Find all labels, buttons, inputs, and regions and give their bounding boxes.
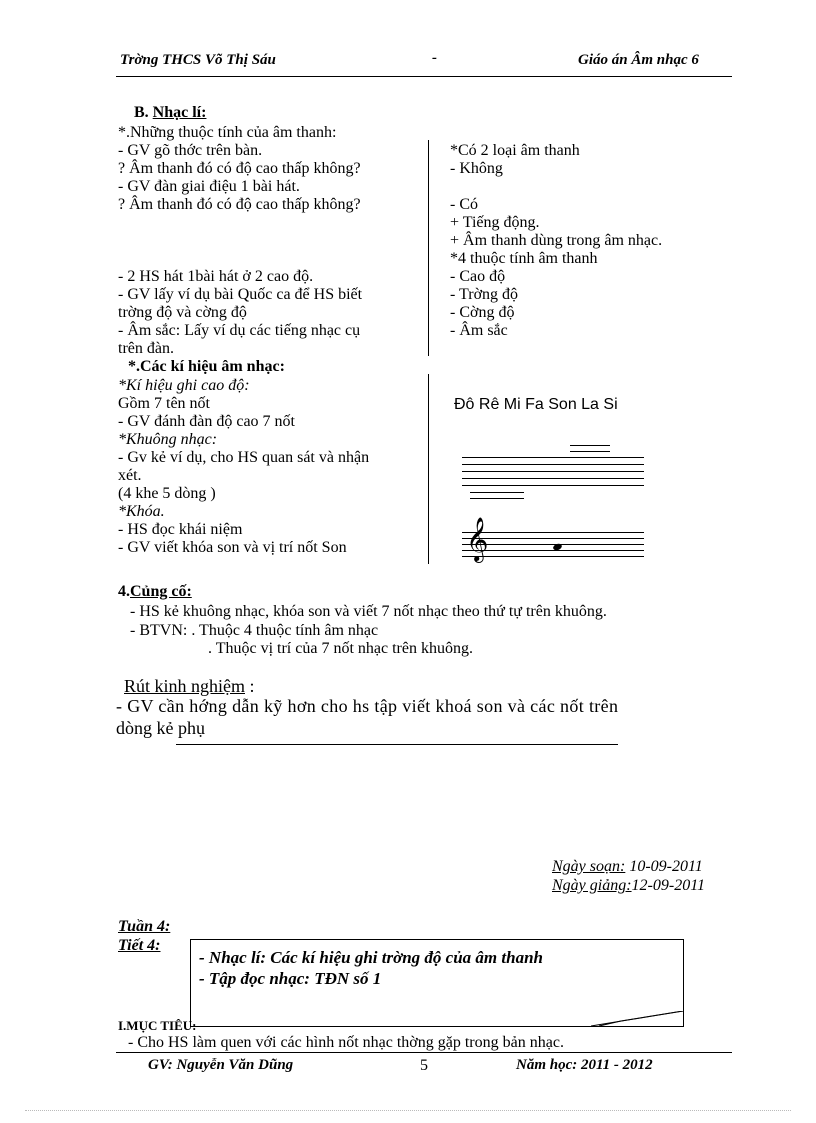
section-b-title: Nhạc lí:: [152, 104, 207, 121]
period-label: Tiết 4:: [118, 937, 161, 954]
pitch-item: Gồm 7 tên nốt: [118, 395, 210, 412]
left-line: - GV đàn giai điệu 1 bài hát.: [118, 178, 300, 195]
right-line: *Có 2 loại âm thanh: [450, 142, 580, 159]
footer-teacher: GV: Nguyễn Văn Dũng: [148, 1057, 294, 1073]
left-line: ? Âm thanh đó có độ cao thấp không?: [118, 160, 361, 177]
treble-clef-icon: 𝄞: [466, 517, 489, 561]
header-rule: [116, 76, 732, 77]
experience-title: Rút kinh nghiệm: [124, 676, 245, 696]
experience-colon: :: [249, 676, 255, 696]
objectives-heading: I.MỤC TIÊU:: [118, 1018, 197, 1033]
right-line: - Âm sắc: [450, 322, 508, 339]
pitch-item: - GV đánh đàn độ cao 7 nốt: [118, 413, 295, 430]
prep-date-value: 10-09-2011: [625, 858, 703, 875]
right-line: - Cao độ: [450, 268, 506, 285]
consolidation-item: - BTVN: . Thuộc 4 thuộc tính âm nhạc: [130, 622, 379, 639]
section-b-prefix: B.: [134, 104, 149, 121]
left-line: - GV gõ thớc trên bàn.: [118, 142, 263, 159]
staff-item: (4 khe 5 dòng ): [118, 485, 216, 502]
footer-year: Năm học: 2011 - 2012: [516, 1057, 653, 1073]
teach-date-value: 12-09-2011: [631, 877, 706, 894]
teach-date-label: Ngày giảng:: [552, 877, 632, 894]
footer-rule: [116, 1052, 732, 1053]
section-b-heading: [134, 104, 206, 122]
right-line: - Có: [450, 196, 478, 213]
consolidation-heading: [118, 583, 192, 601]
symbols-title: *.Các kí hiệu âm nhạc:: [128, 358, 285, 375]
right-line: - Trờng độ: [450, 286, 519, 303]
objective-item: - Cho HS làm quen với các hình nốt nhạc thờng gặp trong bản nhạc.: [128, 1034, 564, 1051]
consolidation-item: . Thuộc vị trí của 7 nốt nhạc trên khuông.: [208, 640, 473, 657]
right-line: - Không: [450, 160, 503, 177]
teach-date: [552, 877, 705, 895]
clef-item: - GV viết khóa son và vị trí nốt Son: [118, 539, 347, 556]
lesson-title-box: [190, 939, 684, 1027]
note-names: Đô Rê Mi Fa Son La Si: [454, 396, 618, 413]
week-label: Tuần 4:: [118, 918, 171, 935]
right-line: *4 thuộc tính âm thanh: [450, 250, 598, 267]
left-line: ? Âm thanh đó có độ cao thấp không?: [118, 196, 361, 213]
prep-date: [552, 858, 703, 876]
column-divider: [428, 374, 429, 564]
experience-line: dòng kẻ phụ: [116, 718, 205, 738]
footer-page-number: 5: [420, 1057, 428, 1074]
clef-item: - HS đọc khái niệm: [118, 521, 243, 538]
properties-title: *.Những thuộc tính của âm thanh:: [118, 124, 337, 141]
experience-heading: [124, 676, 255, 697]
consolidation-prefix: 4.: [118, 583, 130, 600]
clef-title: *Khóa.: [118, 503, 165, 520]
right-line: + Âm thanh dùng trong âm nhạc.: [450, 232, 663, 249]
left-line: trờng độ và cờng độ: [118, 304, 247, 321]
staff-title: *Khuông nhạc:: [118, 431, 218, 448]
header-subject: Giáo án Âm nhạc 6: [578, 52, 699, 68]
pitch-title: *Kí hiệu ghi cao độ:: [118, 377, 250, 394]
prep-date-label: Ngày soạn:: [552, 858, 626, 875]
right-line: + Tiếng động.: [450, 214, 540, 231]
lesson-box-line: - Tập đọc nhạc: TĐN số 1: [199, 969, 382, 988]
folded-corner-icon: [591, 1011, 684, 1027]
lesson-box-line: - Nhạc lí: Các kí hiệu ghi trờng độ của âm thanh: [199, 948, 543, 967]
left-line: - GV lấy ví dụ bài Quốc ca để HS biết: [118, 286, 363, 303]
right-line: - Cờng độ: [450, 304, 515, 321]
experience-rule: [176, 744, 618, 745]
header-dash: -: [432, 50, 437, 66]
column-divider: [428, 140, 429, 356]
left-line: - 2 HS hát 1bài hát ở 2 cao độ.: [118, 268, 314, 285]
consolidation-item: - HS kẻ khuông nhạc, khóa son và viết 7 nốt nhạc theo thứ tự trên khuông.: [130, 603, 607, 620]
left-line: - Âm sắc: Lấy ví dụ các tiếng nhạc cụ: [118, 322, 361, 339]
left-line: trên đàn.: [118, 340, 174, 357]
page-bottom-border: [25, 1110, 791, 1111]
header-school: Trờng THCS Võ Thị Sáu: [120, 52, 276, 68]
consolidation-title: Củng cố:: [130, 583, 192, 600]
experience-line: - GV cần hớng dẫn kỹ hơn cho hs tập viết khoá son và các nốt trên: [116, 696, 619, 716]
staff-item: xét.: [118, 467, 142, 484]
staff-item: - Gv kẻ ví dụ, cho HS quan sát và nhận: [118, 449, 370, 466]
